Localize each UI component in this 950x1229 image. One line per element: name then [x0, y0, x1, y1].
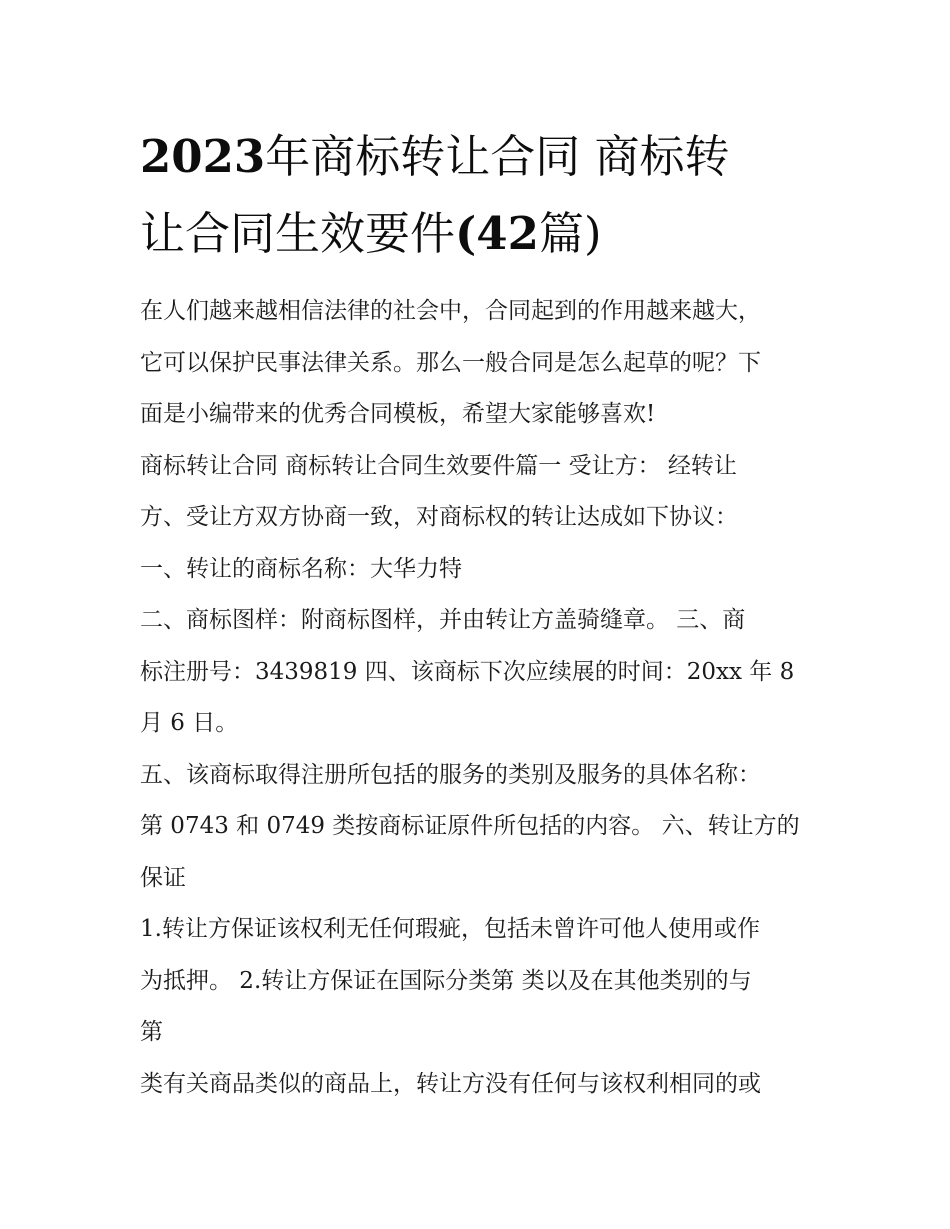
text-line: 它可以保护民事法律关系。那么一般合同是怎么起草的呢？下 [140, 349, 761, 376]
text-line: 保证 [140, 864, 186, 891]
paragraph-intro [140, 286, 820, 441]
text-line: 二、商标图样：附商标图样，并由转让方盖骑缝章。 三、商 [140, 607, 746, 633]
text-line: 标注册号：3439819 四、该商标下次应续展的时间：20xx 年 8 [140, 658, 795, 685]
text-line: 面是小编带来的优秀合同模板，希望大家能够喜欢! [140, 401, 656, 427]
text-line: 方、受让方双方协商一致，对商标权的转让达成如下协议： [140, 504, 738, 530]
paragraph-heading [140, 441, 820, 544]
title-line-1-text: 年商标转让合同 商标转 [265, 130, 730, 183]
document-content [140, 118, 820, 1110]
document-title [140, 118, 820, 272]
paragraph-trademark-sample [140, 595, 820, 750]
text-line: 类有关商品类似的商品上，转让方没有任何与该权利相同的或 [140, 1070, 761, 1097]
title-line-2 [140, 195, 820, 272]
text-line: 第 [140, 1019, 163, 1045]
text-line: 为抵押。 2.转让方保证在国际分类第 类以及在其他类别的与 [140, 967, 752, 994]
title-year: 2023 [140, 130, 266, 183]
text-line: 商标转让合同 商标转让合同生效要件篇一 受让方： 经转让 [140, 452, 737, 479]
text-line: 1.转让方保证该权利无任何瑕疵，包括未曾许可他人使用或作 [140, 916, 760, 942]
text-line: 第 0743 和 0749 类按商标证原件所包括的内容。 六、转让方的 [140, 813, 800, 839]
text-line: 五、该商标取得注册所包括的服务的类别及服务的具体名称： [140, 761, 761, 788]
paragraph-continued [140, 1059, 820, 1111]
title-count: (42 [455, 207, 539, 260]
text-line: 在人们越来越相信法律的社会中，合同起到的作用越来越大， [140, 298, 761, 324]
text-line: 一、转让的商标名称：大华力特 [140, 555, 462, 582]
paragraph-trademark-name [140, 544, 820, 596]
title-line-2-end: 篇) [538, 207, 602, 260]
title-line-1 [140, 118, 820, 195]
paragraph-guarantee [140, 904, 820, 1059]
text-line: 月 6 日。 [140, 710, 239, 736]
paragraph-service-class [140, 750, 820, 905]
title-line-2-text: 让合同生效要件 [140, 207, 456, 260]
document-body [140, 286, 820, 1110]
